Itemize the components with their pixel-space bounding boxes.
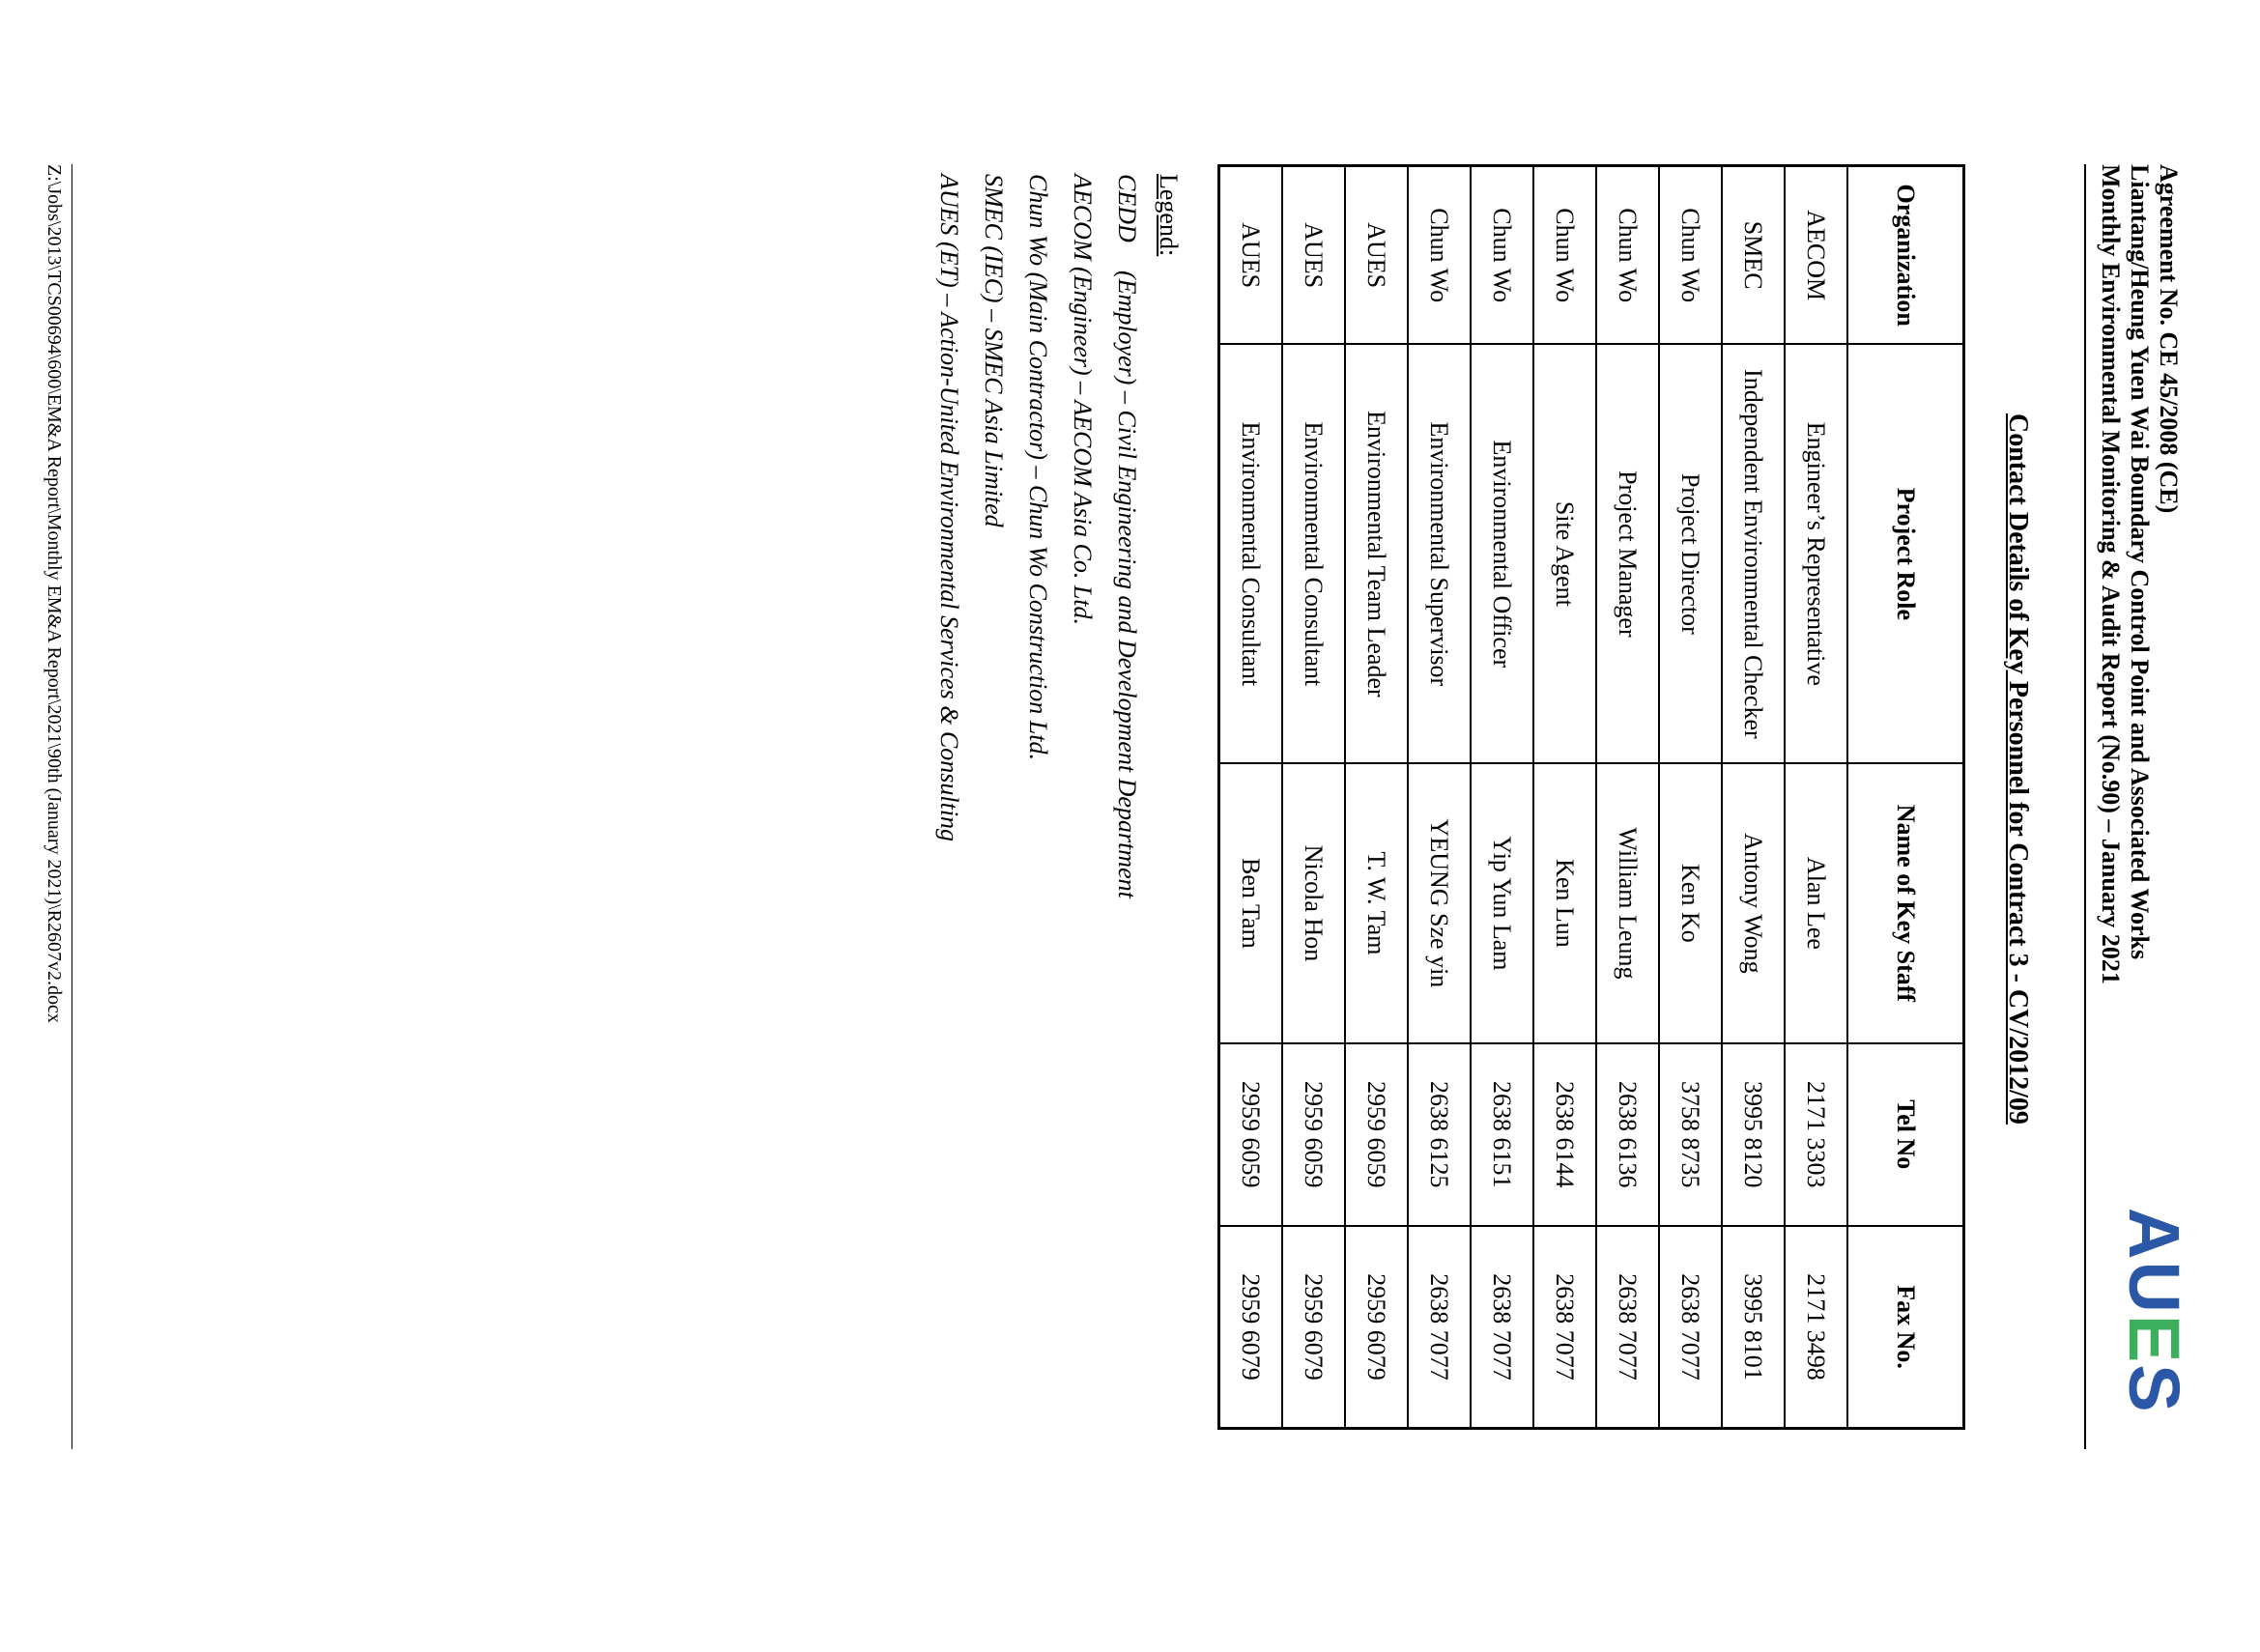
- cell-key-staff: Ken Lun: [1533, 763, 1596, 1042]
- cell-organization: Chun Wo: [1596, 166, 1659, 345]
- cell-project-role: Independent Environmental Checker: [1722, 344, 1785, 763]
- cell-key-staff: William Leung: [1596, 763, 1659, 1042]
- cell-project-role: Engineer’s Representative: [1785, 344, 1847, 763]
- table-row: [1345, 166, 1408, 1429]
- legend-text: Chun Wo (Main Contractor) – Chun Wo Construction Ltd.: [1024, 174, 1052, 760]
- cell-fax-no: 2171 3498: [1785, 1226, 1847, 1428]
- cell-tel-no: 2959 6059: [1219, 1043, 1283, 1227]
- cell-project-role: Environmental Consultant: [1282, 344, 1345, 763]
- cell-fax-no: 2959 6079: [1345, 1226, 1408, 1428]
- cell-organization: AUES: [1345, 166, 1408, 345]
- table-row: [1533, 166, 1596, 1429]
- header-divider: [2084, 164, 2086, 1449]
- cell-fax-no: 2638 7077: [1533, 1226, 1596, 1428]
- cell-key-staff: Nicola Hon: [1282, 763, 1345, 1042]
- cell-key-staff: T. W. Tam: [1345, 763, 1408, 1042]
- cell-organization: Chun Wo: [1659, 166, 1722, 345]
- aues-logo: AUES: [2114, 1208, 2194, 1414]
- cell-key-staff: Antony Wong: [1722, 763, 1785, 1042]
- legend-text: (Employer) – Civil Engineering and Development Department: [1113, 271, 1141, 898]
- cell-project-role: Environmental Supervisor: [1408, 344, 1471, 763]
- table-title: Contact Details of Key Personnel for Contract 3 - CV/2012/09: [2003, 413, 2033, 1125]
- cell-organization: AUES: [1282, 166, 1345, 345]
- cell-fax-no: 2638 7077: [1659, 1226, 1722, 1428]
- cell-tel-no: 2959 6059: [1345, 1043, 1408, 1227]
- report-header: [2096, 164, 2183, 1652]
- cell-tel-no: 2638 6144: [1533, 1043, 1596, 1227]
- cell-project-role: Project Director: [1659, 344, 1722, 763]
- cell-fax-no: 2638 7077: [1596, 1226, 1659, 1428]
- cell-fax-no: 2638 7077: [1408, 1226, 1471, 1428]
- cell-fax-no: 2959 6079: [1282, 1226, 1345, 1428]
- cell-fax-no: 2638 7077: [1471, 1226, 1533, 1428]
- table-header-row: [1847, 166, 1964, 1429]
- file-path-footer: Z:\Jobs\2013\TCS00694\600\EM&A Report\Monthly EM&A Report\2021\90th (January 2021)\R2607v2.docx: [43, 164, 65, 1023]
- cell-key-staff: Ken Ko: [1659, 763, 1722, 1042]
- cell-organization: Chun Wo: [1471, 166, 1533, 345]
- legend-text: SMEC (IEC) – SMEC Asia Limited: [980, 174, 1008, 527]
- table-row: [1471, 166, 1533, 1429]
- cell-key-staff: Alan Lee: [1785, 763, 1847, 1042]
- legend-text: AUES (ET) – Action-United Environmental Services & Consulting: [935, 174, 963, 842]
- table-row: [1785, 166, 1847, 1429]
- legend-item: [971, 174, 1016, 1237]
- cell-project-role: Project Manager: [1596, 344, 1659, 763]
- legend-item: [927, 174, 971, 1237]
- cell-tel-no: 2638 6136: [1596, 1043, 1659, 1227]
- cell-tel-no: 2959 6059: [1282, 1043, 1345, 1227]
- cell-project-role: Environmental Consultant: [1219, 344, 1283, 763]
- cell-key-staff: Ben Tam: [1219, 763, 1283, 1042]
- cell-organization: AUES: [1219, 166, 1283, 345]
- cell-tel-no: 2171 3303: [1785, 1043, 1847, 1227]
- header-project-role: Project Role: [1847, 344, 1964, 763]
- cell-organization: Chun Wo: [1533, 166, 1596, 345]
- cell-organization: SMEC: [1722, 166, 1785, 345]
- cell-tel-no: 2638 6151: [1471, 1043, 1533, 1227]
- legend-item: [1016, 174, 1060, 1237]
- cell-organization: AECOM: [1785, 166, 1847, 345]
- table-row: [1219, 166, 1283, 1429]
- cell-project-role: Environmental Officer: [1471, 344, 1533, 763]
- report-title: Monthly Environmental Monitoring & Audit Report (No.90) – January 2021: [2097, 164, 2125, 984]
- header-organization: Organization: [1847, 166, 1964, 345]
- cell-organization: Chun Wo: [1408, 166, 1471, 345]
- table-row: [1596, 166, 1659, 1429]
- agreement-number: Agreement No. CE 45/2008 (CE): [2155, 164, 2183, 514]
- table-row: [1408, 166, 1471, 1429]
- table-row: [1282, 166, 1345, 1429]
- cell-tel-no: 3995 8120: [1722, 1043, 1785, 1227]
- table-row: [1659, 166, 1722, 1429]
- legend-abbreviation: CEDD: [1113, 174, 1141, 242]
- cell-fax-no: 3995 8101: [1722, 1226, 1785, 1428]
- legend-item: [1104, 174, 1149, 1237]
- contact-details-table: [1217, 164, 1965, 1430]
- cell-project-role: Environmental Team Leader: [1345, 344, 1408, 763]
- header-tel-no: Tel No: [1847, 1043, 1964, 1227]
- cell-tel-no: 2638 6125: [1408, 1043, 1471, 1227]
- legend-text: AECOM (Engineer) – AECOM Asia Co. Ltd.: [1069, 174, 1097, 626]
- table-row: [1722, 166, 1785, 1429]
- cell-project-role: Site Agent: [1533, 344, 1596, 763]
- header-key-staff: Name of Key Staff: [1847, 763, 1964, 1042]
- cell-key-staff: YEUNG Sze yin: [1408, 763, 1471, 1042]
- cell-tel-no: 3758 8735: [1659, 1043, 1722, 1227]
- header-fax-no: Fax No.: [1847, 1226, 1964, 1428]
- cell-fax-no: 2959 6079: [1219, 1226, 1283, 1428]
- legend: [927, 174, 1187, 1237]
- cell-key-staff: Yip Yun Lam: [1471, 763, 1533, 1042]
- project-name: Liantang/Heung Yuen Wai Boundary Control Point and Associated Works: [2126, 164, 2154, 960]
- legend-title: Legend:: [1155, 174, 1183, 257]
- legend-item: [1060, 174, 1104, 1237]
